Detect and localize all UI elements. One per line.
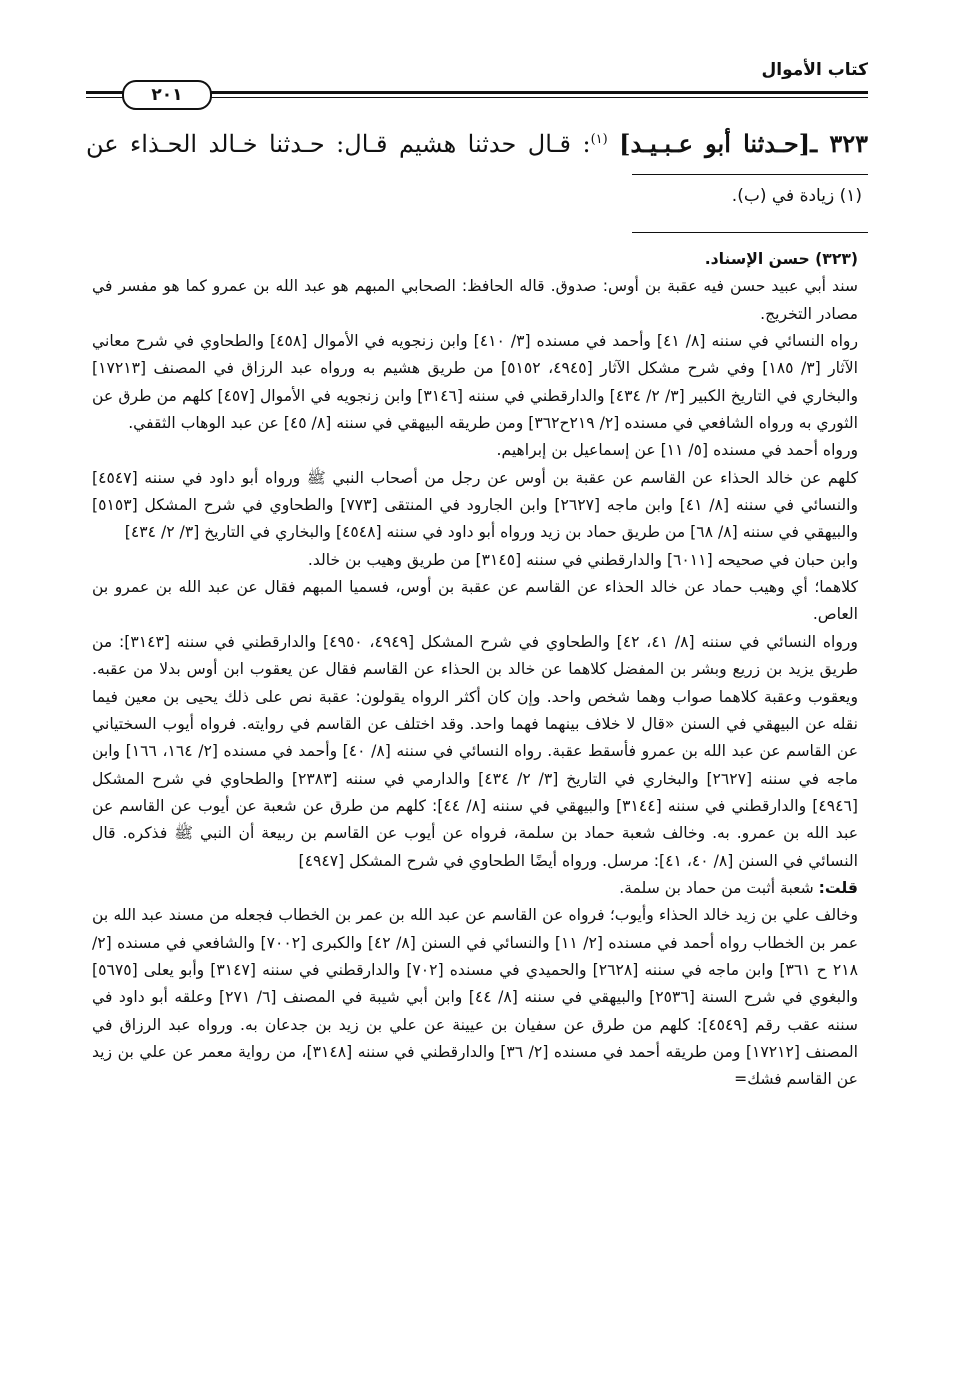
commentary-paragraph: سند أبي عبيد حسن فيه عقبة بن أوس: صدوق. قاله الحافظ: الصحابي المبهم هو عبد الله بن عمرو كما هو مفسر في مصادر التخريج. xyxy=(92,277,858,323)
commentary-paragraph: ورواه أحمد في مسنده [٥/ ١١] عن إسماعيل بن إبراهيم. xyxy=(496,441,858,460)
footnote-divider xyxy=(632,174,868,175)
commentary-paragraph: رواه النسائي في سننه [٨/ ٤١] وأحمد في مسنده [٣/ ٤١٠] وابن زنجويه في الأموال [٤٥٨] والطحاوي في شرح معاني الآثار [٣/ ١٨٥] وفي شرح مشكل الآثار [٤٩٤٥، ٥١٥٢] من طريق هشيم به ورواه عبد الرزاق في المصنف [١٧٢١٣] والبخاري في التاريخ الكبير [٣/ ٢/ ٤٣٤] والدارقطني في سننه [٣١٤٦] وابن زنجويه في الأموال [٤٥٧] كلهم من طرق عن الثوري به ورواه الشافعي في مسنده [٢/ ٢١٩ح٣٦٢] ومن طريقه البيهقي في سننه [٨/ ٤٥] عن عبد الوهاب الثقفي. xyxy=(92,332,858,433)
commentary-paragraph: كلهم عن خالد الحذاء عن القاسم عن عقبة بن أوس عن رجل من أصحاب النبي ﷺ ورواه أبو داود في سننه [٤٥٤٧] والنسائي في سننه [٨/ ٤١] وابن ماجه [٢٦٢٧] وابن الجارود في المنتقى [٧٧٣] والطحاوي في شرح المشكل [٥١٥٣] والبيهقي في سننه [٨/ ٦٨] من طريق حماد بن زيد ورواه أبو داود في سننه [٤٥٤٨] والبخاري في التاريخ [٣/ ٢/ ٤٣٤] xyxy=(92,468,859,542)
note-text: شعبة أثبت من حماد بن سلمة. xyxy=(619,878,814,897)
footnote-1: (١) زيادة في (ب). xyxy=(731,186,862,206)
commentary-divider xyxy=(632,232,868,233)
main-bracket-text: [حـدثنا أبو عـبـيـد] xyxy=(619,129,811,158)
header-rule xyxy=(86,80,868,110)
commentary xyxy=(92,246,858,1094)
commentary-note xyxy=(92,875,858,902)
commentary-paragraph: وابن حبان في صحيحه [٦٠١١] والدارقطني في سننه [٣١٤٥] من طريق وهيب بن خالد. xyxy=(307,550,858,569)
main-text xyxy=(86,120,868,164)
page-number: ٢٠١ xyxy=(122,80,212,110)
main-text-rest: : قـال حدثنا هشيم قـال: حـدثنا خـالد الحـذاء عن xyxy=(86,130,591,158)
hadith-number: ٣٢٣ ـ xyxy=(810,129,868,158)
commentary-paragraph: كلاهما؛ أي وهيب حماد عن خالد الحذاء عن القاسم عن عقبة بن أوس، فسميا المبهم فقال عن عبد الله بن عمرو بن العاص. xyxy=(92,578,858,624)
note-label: قلت: xyxy=(818,878,858,897)
footnote-marker: (١) xyxy=(590,132,608,147)
running-title: كتاب الأموال xyxy=(761,60,868,80)
commentary-heading: (٣٢٣) حسن الإسناد. xyxy=(704,250,858,268)
commentary-paragraph: ورواه النسائي في سننه [٨/ ٤١، ٤٢] والطحاوي في شرح المشكل [٤٩٤٩، ٤٩٥٠] والدارقطني في سننه [٣١٤٣]: من طريق يزيد بن زريع وبشر بن المفضل كلاهما عن خالد بن الحذاء عن القاسم فقال عن يعقوب ابن أوس بدلا من عقبه. ويعقوب وعقبة كلاهما صواب وهما شخص واحد. وإن كان أكثر الرواه يقولون: عقبة نص على ذلك يحيى بن معين فيما نقله عن البيهقي في السنن «قال لا خلاف بينهما فهما واحد. وقد اختلف عن القاسم في روايته. فرواه أيوب السختياني عن القاسم عن عبد الله بن عمرو فأسقط عقبة. رواه النسائي في سننه [٨/ ٤٠] وأحمد في مسنده [٢/ ١٦٤، ١٦٦] وابن ماجه في سننه [٢٦٢٧] والبخاري في التاريخ [٣/ ٢/ ٤٣٤] والدارمي في سننه [٢٣٨٣] والطحاوي في شرح المشكل [٤٩٤٦] والدارقطني في سننه [٣١٤٤] والبيهقي في سننه [٨/ ٤٤]: كلهم من طرق عن شعبة عن أيوب عن القاسم عن عبد الله بن عمرو. به. وخالف شعبة حماد بن سلمة، فرواه عن أيوب عن القاسم بن ربيعة أن النبي ﷺ فذكره. قال النسائي في السنن [٨/ ٤٠، ٤١]: مرسل. ورواه أيضًا الطحاوي في شرح المشكل [٤٩٤٧] xyxy=(92,632,858,870)
commentary-paragraph: وخالف علي بن زيد خالد الحذاء وأيوب؛ فرواه عن القاسم عن عبد الله بن عمر بن الخطاب فجعله من مسند عبد الله بن عمر بن الخطاب رواه أحمد في مسنده [٢/ ١١] والنسائي في السنن [٨/ ٤٢] والكبرى [٧٠٠٢] والشافعي في مسنده [٢/ ٢١٨ ح ٣٦١] وابن ماجه في سننه [٢٦٢٨] والحميدي في مسنده [٧٠٢] والدارقطني في سننه [٣١٤٧] وأبو يعلى [٥٦٧٥] والبغوي في شرح السنة [٢٥٣٦] والبيهقي في سننه [٨/ ٤٤] وابن أبي شيبة في المصنف [٦/ ٢٧١] وعلقه أبو داود في سننه عقب رقم [٤٥٤٩]: كلهم من طرق عن سفيان بن عيينة عن علي بن زيد بن جدعان به. ورواه عبد الرزاق في المصنف [١٧٢١٢] ومن طريقه أحمد في مسنده [٢/ ٣٦] والدارقطني في سننه [٣١٤٨]، من رواية معمر عن علي بن زيد عن القاسم فشك= xyxy=(92,906,859,1089)
